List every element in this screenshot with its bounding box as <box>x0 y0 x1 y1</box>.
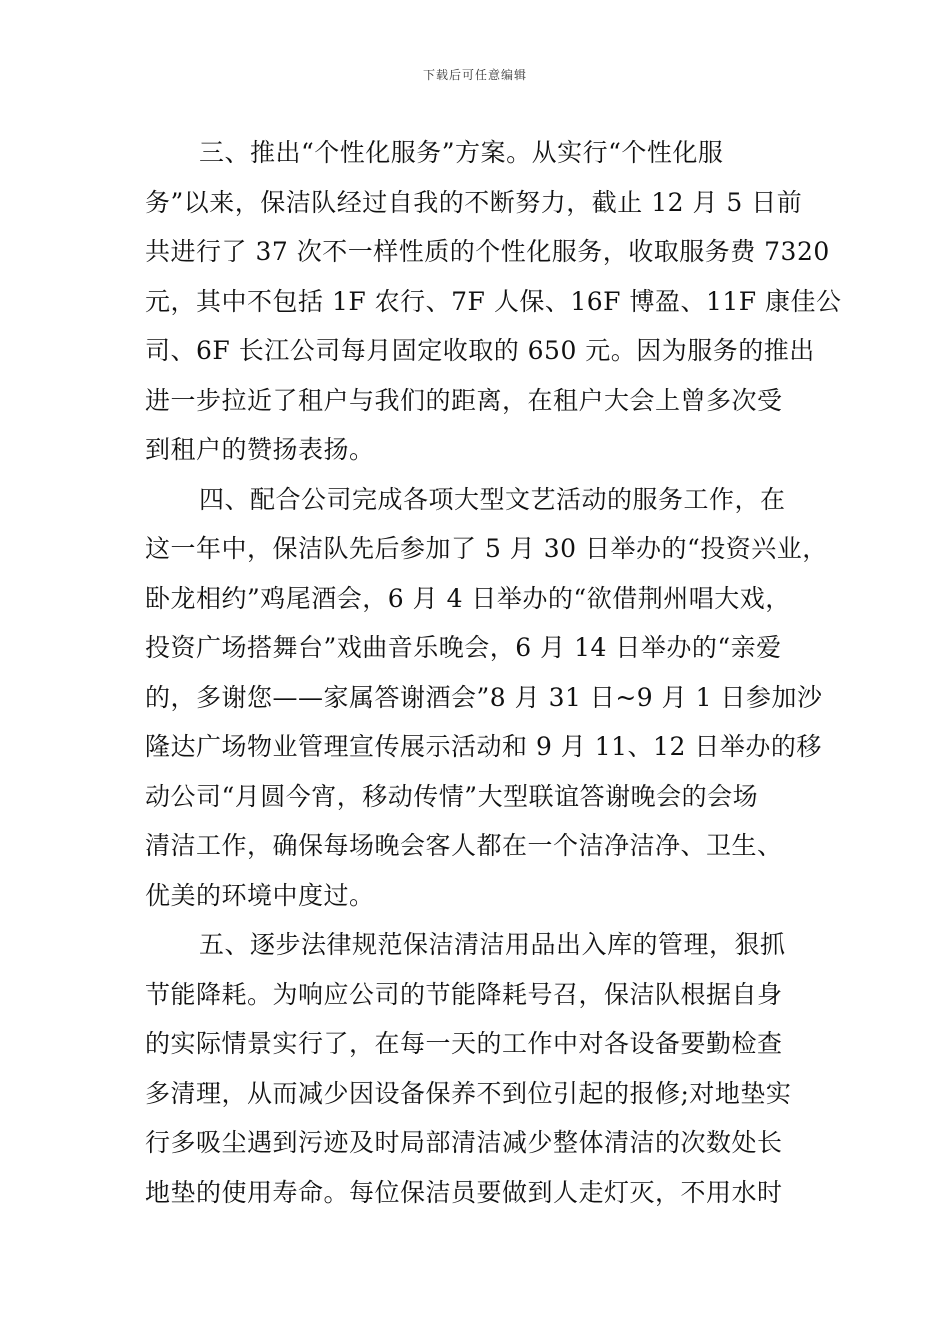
text-line: 的实际情景实行了，在每一天的工作中对各设备要勤检查 <box>145 1029 783 1058</box>
text-line: 共进行了 37 次不一样性质的个性化服务，收取服务费 7320 <box>145 237 830 266</box>
header-note: 下载后可任意编辑 <box>422 68 527 82</box>
text-line: 动公司“月圆今宵，移动传情”大型联谊答谢晚会的会场 <box>145 781 759 811</box>
paragraph-service-plan <box>145 128 842 475</box>
text-line: 到租户的赞扬表扬。 <box>145 435 375 464</box>
text-line: 优美的环境中度过。 <box>145 880 375 910</box>
document-body <box>145 128 842 1217</box>
paragraph-supplies-management <box>145 920 810 1217</box>
text-line: 三、推出“个性化服务”方案。从实行“个性化服 <box>199 138 724 167</box>
text-line: 五、逐步法律规范保洁清洁用品出入库的管理，狠抓 <box>199 930 786 959</box>
text-line: 元，其中不包括 1F 农行、7F 人保、16F 博盈、11F 康佳公 <box>145 286 842 316</box>
text-line: 卧龙相约”鸡尾酒会，6 月 4 日举办的“欲借荆州唱大戏， <box>145 583 791 613</box>
text-line: 四、配合公司完成各项大型文艺活动的服务工作，在 <box>199 484 786 514</box>
text-line: 多清理，从而减少因设备保养不到位引起的报修;对地垫实 <box>145 1078 792 1108</box>
text-line: 司、6F 长江公司每月固定收取的 650 元。因为服务的推出 <box>145 336 815 365</box>
paragraph-events-service <box>145 475 828 921</box>
text-line: 的，多谢您——家属答谢酒会”8 月 31 日~9 月 1 日参加沙 <box>145 682 823 712</box>
text-line: 进一步拉近了租户与我们的距离，在租户大会上曾多次受 <box>145 385 783 415</box>
text-line: 行多吸尘遇到污迹及时局部清洁减少整体清洁的次数处长 <box>145 1128 783 1157</box>
text-line: 这一年中，保洁队先后参加了 5 月 30 日举办的“投资兴业， <box>145 534 828 563</box>
text-line: 节能降耗。为响应公司的节能降耗号召，保洁队根据自身 <box>145 979 783 1009</box>
text-line: 地垫的使用寿命。每位保洁员要做到人走灯灭，不用水时 <box>145 1177 783 1207</box>
text-line: 投资广场搭舞台”戏曲音乐晚会，6 月 14 日举办的“亲爱 <box>145 633 782 662</box>
text-line: 隆达广场物业管理宣传展示活动和 9 月 11、12 日举办的移 <box>145 732 822 761</box>
text-line: 务”以来，保洁队经过自我的不断努力，截止 12 月 5 日前 <box>145 187 803 217</box>
text-line: 清洁工作，确保每场晚会客人都在一个洁净洁净、卫生、 <box>145 831 783 860</box>
